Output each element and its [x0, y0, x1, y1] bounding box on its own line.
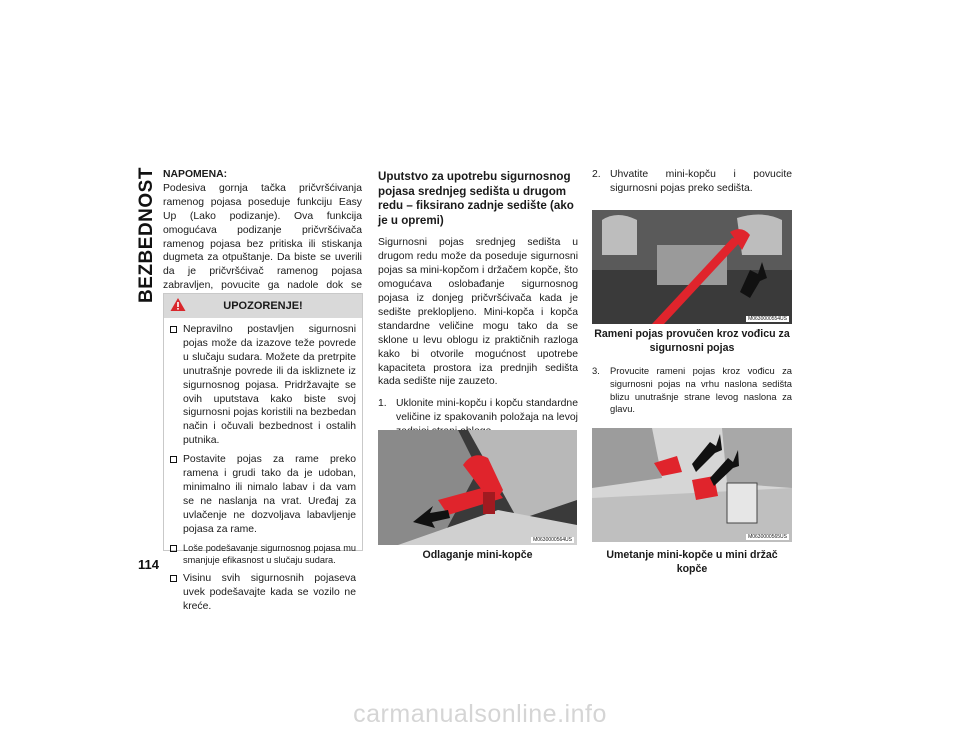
note-text: Podesiva gornja tačka pričvršćivanja ramenog pojasa poseduje funkciju Easy Up (Lako podizanje). Ova funkcija omogućava podizanje pričvršćivača ramenog pojasa bez pritiska ili stiskanja dugmeta za otpuštanje. Da biste se uverili da je pričvršćivač ramenog pojasa zabravljen, povucite ga nadole dok se [163, 182, 362, 292]
warning-list [164, 318, 362, 614]
figure-shoulder-belt-guide [592, 210, 792, 324]
warning-header [164, 294, 362, 318]
figure-caption: Odlaganje mini-kopče [422, 549, 533, 561]
checkbox-bullet-icon [170, 545, 177, 552]
warning-item: Nepravilno postavljen sigurnosni pojas može da izazove teže povrede u slučaju sudara. Možete da pretrpite unutrašnje povrede ili da iskliznete iz sigurnosnog pojasa. Pridržavajte se ovih uputstava kako biste svoj sigurnosni pojas koristili na bezbedan način i očuvali bezbednost i ostalih putnika. [170, 323, 356, 448]
section-tab [136, 160, 158, 310]
warning-triangle-icon [170, 297, 186, 312]
section-heading: Uputstvo za upotrebu sigurnosnog pojasa srednjeg sedišta u drugom redu – fiksirano zadnje sedište (ako je u opremi) [378, 170, 574, 227]
figure-code: M0630000565US [748, 534, 787, 540]
watermark: carmanualsonline.info [353, 700, 607, 728]
headrest-belt-illustration [592, 210, 792, 324]
steps-column-top [592, 168, 792, 196]
figure-code: M0630000564US [533, 537, 572, 543]
warning-title: UPOZORENJE! [223, 300, 303, 312]
checkbox-bullet-icon [170, 575, 177, 582]
warning-box [163, 293, 363, 612]
section-tab-label: BEZBEDNOST [136, 167, 157, 303]
note-block [163, 168, 362, 307]
page-number: 114 [138, 557, 159, 572]
warning-item: Loše podešavanje sigurnosnog pojasa mu smanjuje efikasnost u slučaju sudara. [170, 542, 356, 568]
checkbox-bullet-icon [170, 326, 177, 333]
step-item: 1. Uklonite mini-kopču i kopču standardne veličine iz spakovanih položaja na levoj [378, 398, 578, 424]
steps-list [592, 365, 792, 416]
step-item: 3. Provucite rameni pojas kroz vođicu za sigurnosni pojas na vrhu naslona sedišta blizu unutrašnje strane levog naslona za glavu. [592, 365, 792, 415]
seat-buckle-illustration [378, 430, 577, 545]
checkbox-bullet-icon [170, 456, 177, 463]
figure-code: M0630000554US [748, 316, 787, 322]
steps-list [592, 168, 792, 196]
figure-caption: Rameni pojas provučen kroz vođicu za sigurnosni pojas [594, 328, 790, 354]
warning-item: Postavite pojas za rame preko ramena i grudi tako da je udoban, minimalno ili nimalo labav i da vam se ne naslanja na vrat. Uređaj za uvlačenje ne dozvoljava labavljenje pojasa za rame. [170, 453, 356, 536]
figure-inserting-mini-buckle [592, 428, 792, 542]
mini-buckle-holder-illustration [592, 428, 792, 542]
figure-storing-mini-buckle [378, 430, 577, 545]
section-intro: Sigurnosni pojas srednjeg sedišta u drugom redu može da poseduje sigurnosni pojas sa mini-kopčom i držačem kopče, što omogućava oslobađanje sigurnosnog pojasa iz donjeg pričvršćivača kada je sedište preklopljeno. Mini-kopča i kopča standardne veličine mogu tako da se sklone u levu oblogu iz praktičnih razloga kako bi otvorile mogućnost upotrebe kapaciteta prostora iza prednjih sedišta kada sedište nije zauzeto. [378, 237, 578, 388]
note-heading: NAPOMENA: [163, 169, 228, 180]
steps-column-mid [592, 365, 792, 416]
warning-item: Visinu svih sigurnosnih pojaseva uvek podešavajte kada se vozilo ne kreće. [170, 572, 356, 614]
step-item: 2. Uhvatite mini-kopču i povucite sigurnosni pojas preko sedišta. [592, 169, 792, 194]
instructions-column [378, 170, 578, 439]
figure-caption: Umetanje mini-kopče u mini držač kopče [606, 549, 778, 575]
